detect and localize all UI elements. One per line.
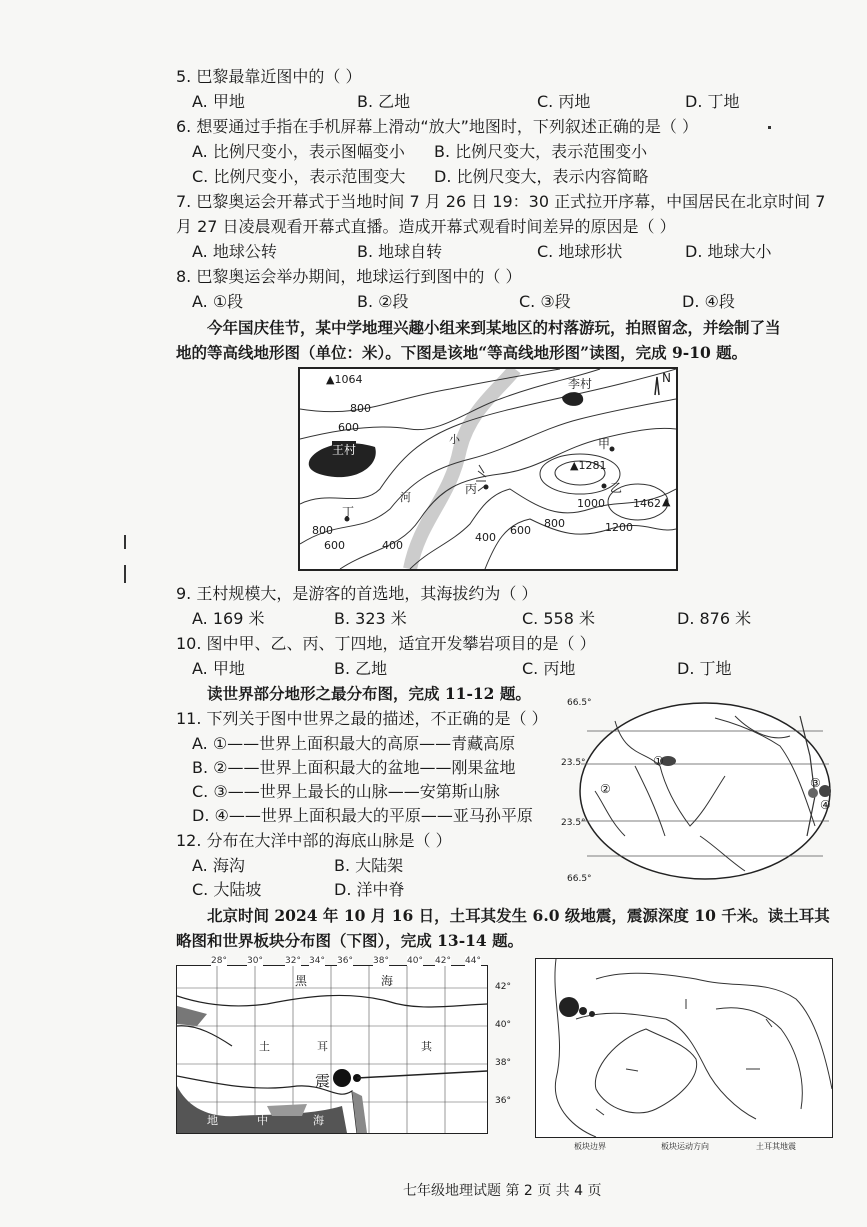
contour-600-label: 600 [338, 421, 359, 434]
lat-36: 36° [495, 1096, 511, 1106]
q7-option-b: B. 地球自转 [357, 242, 443, 261]
turkey-label-3: 其 [421, 1040, 432, 1053]
lon-36: 36° [337, 956, 353, 966]
q11-option-a: A. ①——世界上面积最大的高原——青藏高原 [192, 734, 516, 753]
q12-stem: 12. 分布在大洋中部的海底山脉是（ ） [176, 831, 452, 850]
q6-option-d: D. 比例尺变大，表示内容简略 [434, 167, 649, 186]
peak-1064-label: ▲1064 [326, 373, 363, 386]
lon-32: 32° [285, 956, 301, 966]
q11-option-b: B. ②——世界上面积最大的盆地——刚果盆地 [192, 758, 516, 777]
lon-40: 40° [407, 956, 423, 966]
mediterranean-label-3: 海 [313, 1114, 324, 1127]
q12-option-c: C. 大陆坡 [192, 880, 262, 899]
mediterranean-label-2: 中 [257, 1114, 268, 1127]
point-bing-label: 丙 [465, 482, 478, 496]
intro-11-12: 读世界部分地形之最分布图，完成 11-12 题。 [207, 684, 531, 703]
amazon-marker [819, 785, 831, 797]
north-label: N [662, 371, 671, 385]
scan-artifact-3 [768, 126, 771, 129]
point-jia-label: 甲 [598, 437, 611, 451]
lat-38: 38° [495, 1058, 511, 1068]
contour-400-label: 400 [382, 539, 403, 552]
li-village-label: 李村 [568, 377, 593, 391]
q12-option-d: D. 洋中脊 [334, 880, 405, 899]
point-ding-label: 丁 [342, 505, 355, 519]
lat-23-5-north: 23.5° [561, 758, 586, 768]
q8-option-d: D. ④段 [682, 292, 735, 311]
q9-option-b: B. 323 米 [334, 609, 407, 628]
q7-option-a: A. 地球公转 [192, 242, 277, 261]
q8-option-c: C. ③段 [519, 292, 571, 311]
q6-option-a: A. 比例尺变小，表示图幅变小 [192, 142, 405, 161]
q11-option-d: D. ④——世界上面积最大的平原——亚马孙平原 [192, 806, 533, 825]
plate-legend [536, 1141, 832, 1153]
q7-option-c: C. 地球形状 [537, 242, 623, 261]
q5-stem: 5. 巴黎最靠近图中的（ ） [176, 67, 362, 86]
black-sea-label-2: 海 [381, 974, 394, 988]
q7-stem-line2: 月 27 日凌晨观看开幕式直播。造成开幕式观看时间差异的原因是（ ） [176, 217, 676, 236]
q8-stem: 8. 巴黎奥运会举办期间，地球运行到图中的（ ） [176, 267, 522, 286]
q9-stem: 9. 王村规模大，是游客的首选地，其海拔约为（ ） [176, 584, 538, 603]
river-label-1: 小 [449, 433, 460, 446]
contour-800-label: 800 [350, 402, 371, 415]
contour-800-label-2: 800 [312, 524, 333, 537]
q5-option-d: D. 丁地 [685, 92, 740, 111]
lon-30: 30° [247, 956, 263, 966]
q7-option-d: D. 地球大小 [685, 242, 772, 261]
q12-option-b: B. 大陆架 [334, 856, 404, 875]
lat-23-5-south: 23.5° [561, 818, 586, 828]
plate-map-graphic [536, 959, 832, 1137]
q8-option-b: B. ②段 [357, 292, 409, 311]
wang-village-label: 王村 [332, 443, 357, 457]
q8-option-a: A. ①段 [192, 292, 244, 311]
peak-1462-icon: ▲ [662, 495, 671, 508]
scan-artifact-2 [124, 565, 126, 583]
q12-option-a: A. 海沟 [192, 856, 245, 875]
contour-400-label-2: 400 [475, 531, 496, 544]
turkey-map [176, 956, 511, 1134]
contour-800-label-3: 800 [544, 517, 565, 530]
q10-option-d: D. 丁地 [677, 659, 732, 678]
q5-option-a: A. 甲地 [192, 92, 245, 111]
intro-9-10-line1: 今年国庆佳节，某中学地理兴趣小组来到某地区的村落游玩，拍照留念，并绘制了当 [207, 318, 781, 337]
contour-1200-label: 1200 [605, 521, 633, 534]
scan-artifact [124, 535, 126, 549]
q11-option-c: C. ③——世界上最长的山脉——安第斯山脉 [192, 782, 500, 801]
lon-34: 34° [309, 956, 325, 966]
turkey-map-graphic [177, 966, 487, 1133]
lon-28: 28° [211, 956, 227, 966]
intro-13-14-line2: 略图和世界板块分布图（下图），完成 13-14 题。 [176, 931, 524, 950]
marker-2: ② [600, 782, 611, 796]
quake-label: 震 [315, 1072, 331, 1090]
q10-stem: 10. 图中甲、乙、丙、丁四地，适宜开发攀岩项目的是（ ） [176, 634, 596, 653]
lat-40: 40° [495, 1020, 511, 1030]
point-yi-label: 乙 [610, 481, 623, 495]
intro-9-10-line2: 地的等高线地形图（单位：米）。下图是该地“等高线地形图”读图，完成 9-10 题。 [176, 343, 748, 362]
q9-option-d: D. 876 米 [677, 609, 752, 628]
q7-stem-line1: 7. 巴黎奥运会开幕式于当地时间 7 月 26 日 19：30 正式拉开序幕，中国居民在北京时间 7 [176, 192, 826, 211]
q10-option-c: C. 丙地 [522, 659, 576, 678]
q9-option-a: A. 169 米 [192, 609, 265, 628]
q5-option-c: C. 丙地 [537, 92, 591, 111]
contour-600-label-3: 600 [510, 524, 531, 537]
river-label-2: 河 [400, 491, 411, 504]
lat-66-5-south: 66.5° [567, 874, 592, 884]
q6-option-c: C. 比例尺变小，表示范围变大 [192, 167, 406, 186]
turkey-label-2: 耳 [317, 1040, 328, 1053]
marker-4: ④ [820, 798, 831, 812]
q6-option-b: B. 比例尺变大，表示范围变小 [434, 142, 648, 161]
lat-42: 42° [495, 982, 511, 992]
contour-1000-label: 1000 [577, 497, 605, 510]
lat-66-5-north: 66.5° [567, 698, 592, 708]
contour-map [298, 367, 678, 571]
legend-plate-motion: 板块运动方向 [661, 1142, 709, 1151]
q6-stem: 6. 想要通过手指在手机屏幕上滑动“放大”地图时，下列叙述正确的是（ ） [176, 117, 699, 136]
mediterranean-label-1: 地 [207, 1114, 218, 1127]
lon-42: 42° [435, 956, 451, 966]
legend-turkey-quake: 土耳其地震 [756, 1142, 796, 1151]
lon-44: 44° [465, 956, 481, 966]
marker-3: ③ [810, 776, 821, 790]
q5-option-b: B. 乙地 [357, 92, 411, 111]
lon-38: 38° [373, 956, 389, 966]
q10-option-b: B. 乙地 [334, 659, 388, 678]
page-footer: 七年级地理试题 第 2 页 共 4 页 [403, 1183, 602, 1199]
black-sea-label-1: 黑 [295, 974, 308, 988]
contour-600-label-2: 600 [324, 539, 345, 552]
turkey-label-1: 土 [259, 1040, 270, 1053]
q10-option-a: A. 甲地 [192, 659, 245, 678]
earthquake-marker [333, 1069, 351, 1087]
q11-stem: 11. 下列关于图中世界之最的描述，不正确的是（ ） [176, 709, 548, 728]
intro-13-14-line1: 北京时间 2024 年 10 月 16 日，土耳其发生 6.0 级地震，震源深度 10 千米。读土耳其 [207, 906, 830, 925]
world-landform-map [561, 696, 840, 886]
north-arrow-icon [655, 377, 659, 395]
plate-map [535, 958, 833, 1151]
li-village-area [562, 392, 583, 406]
legend-plate-boundary: 板块边界 [574, 1142, 606, 1151]
q9-option-c: C. 558 米 [522, 609, 595, 628]
peak-1462-label: 1462 [633, 497, 661, 510]
peak-1281-label: ▲1281 [570, 459, 607, 472]
marker-1: ① [653, 754, 664, 768]
